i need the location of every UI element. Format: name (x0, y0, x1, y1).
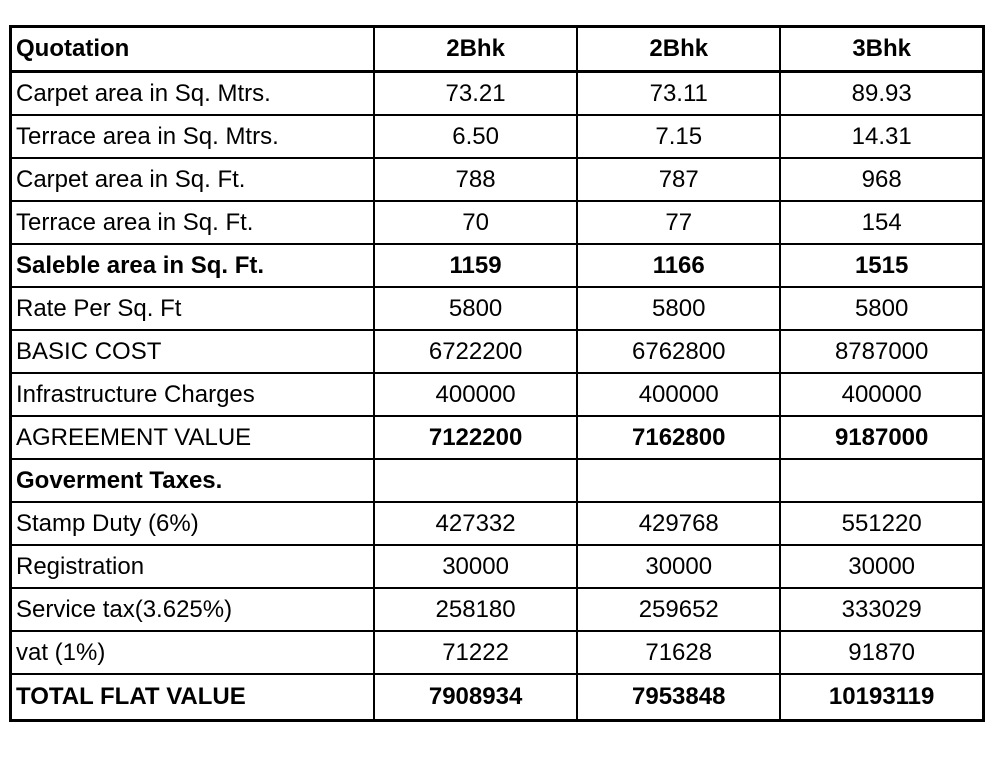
table-header-row (11, 27, 984, 72)
row-value: 7162800 (577, 416, 780, 459)
row-label: vat (1%) (11, 631, 375, 674)
row-value: 5800 (577, 287, 780, 330)
row-value: 89.93 (780, 72, 983, 116)
row-value: 429768 (577, 502, 780, 545)
table-row (11, 502, 984, 545)
table-row (11, 244, 984, 287)
table-row (11, 588, 984, 631)
total-label: TOTAL FLAT VALUE (11, 674, 375, 721)
row-value: 71628 (577, 631, 780, 674)
row-value: 787 (577, 158, 780, 201)
table-row (11, 416, 984, 459)
row-value: 5800 (780, 287, 983, 330)
row-value: 7122200 (374, 416, 577, 459)
row-value: 259652 (577, 588, 780, 631)
row-label: Registration (11, 545, 375, 588)
header-col-2: 2Bhk (577, 27, 780, 72)
table-row (11, 330, 984, 373)
table-row (11, 201, 984, 244)
row-value: 6.50 (374, 115, 577, 158)
quotation-table (9, 25, 985, 722)
table-row (11, 158, 984, 201)
row-value: 788 (374, 158, 577, 201)
row-value: 30000 (577, 545, 780, 588)
row-value: 73.11 (577, 72, 780, 116)
row-value: 400000 (780, 373, 983, 416)
row-value: 14.31 (780, 115, 983, 158)
row-value: 5800 (374, 287, 577, 330)
row-label: Stamp Duty (6%) (11, 502, 375, 545)
row-value: 8787000 (780, 330, 983, 373)
row-label: BASIC COST (11, 330, 375, 373)
total-value: 7908934 (374, 674, 577, 721)
row-value: 968 (780, 158, 983, 201)
table-row (11, 115, 984, 158)
row-value: 1515 (780, 244, 983, 287)
table-row (11, 287, 984, 330)
row-value: 258180 (374, 588, 577, 631)
row-value: 70 (374, 201, 577, 244)
row-label: Service tax(3.625%) (11, 588, 375, 631)
row-label: Rate Per Sq. Ft (11, 287, 375, 330)
header-col-1: 2Bhk (374, 27, 577, 72)
section-row-government-taxes (11, 459, 984, 502)
row-value: 154 (780, 201, 983, 244)
row-label: Carpet area in Sq. Ft. (11, 158, 375, 201)
row-label: Terrace area in Sq. Ft. (11, 201, 375, 244)
table-row (11, 545, 984, 588)
row-value: 1166 (577, 244, 780, 287)
row-value: 91870 (780, 631, 983, 674)
row-value: 30000 (374, 545, 577, 588)
row-value (374, 459, 577, 502)
row-value: 551220 (780, 502, 983, 545)
total-value: 10193119 (780, 674, 983, 721)
row-label: AGREEMENT VALUE (11, 416, 375, 459)
section-label: Goverment Taxes. (11, 459, 375, 502)
row-value: 400000 (577, 373, 780, 416)
row-label: Saleble area in Sq. Ft. (11, 244, 375, 287)
header-label: Quotation (11, 27, 375, 72)
row-value: 30000 (780, 545, 983, 588)
row-value: 427332 (374, 502, 577, 545)
row-label: Terrace area in Sq. Mtrs. (11, 115, 375, 158)
row-value (780, 459, 983, 502)
table-row (11, 72, 984, 116)
total-value: 7953848 (577, 674, 780, 721)
row-label: Carpet area in Sq. Mtrs. (11, 72, 375, 116)
row-value: 9187000 (780, 416, 983, 459)
row-value: 73.21 (374, 72, 577, 116)
table-row (11, 631, 984, 674)
row-value: 6762800 (577, 330, 780, 373)
row-value: 6722200 (374, 330, 577, 373)
row-value: 71222 (374, 631, 577, 674)
header-col-3: 3Bhk (780, 27, 983, 72)
row-value: 77 (577, 201, 780, 244)
total-row (11, 674, 984, 721)
row-value: 333029 (780, 588, 983, 631)
row-value: 400000 (374, 373, 577, 416)
table-row (11, 373, 984, 416)
row-value (577, 459, 780, 502)
row-value: 1159 (374, 244, 577, 287)
row-label: Infrastructure Charges (11, 373, 375, 416)
row-value: 7.15 (577, 115, 780, 158)
